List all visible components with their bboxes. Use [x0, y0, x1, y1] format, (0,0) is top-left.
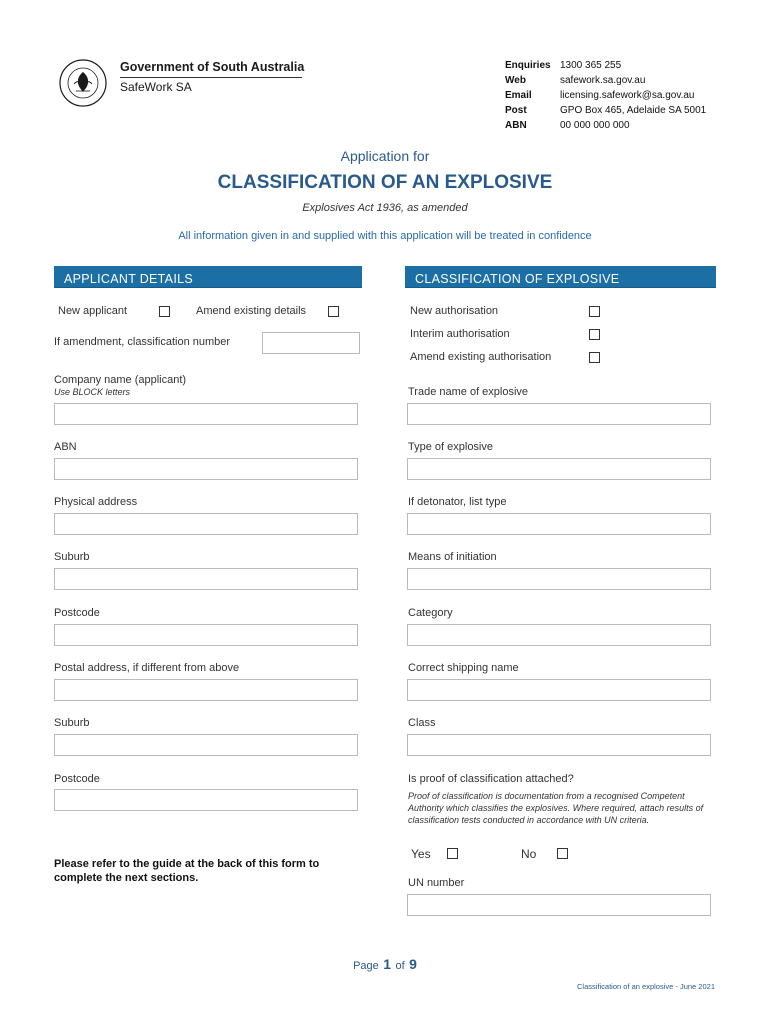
category-label: Category: [408, 607, 453, 619]
physical-address-label: Physical address: [54, 496, 138, 508]
explosive-type-input[interactable]: [407, 458, 711, 480]
explosive-type-label: Type of explosive: [408, 441, 493, 453]
contact-key: Email: [505, 90, 532, 101]
detonator-type-input[interactable]: [407, 513, 711, 535]
act-reference: Explosives Act 1936, as amended: [302, 202, 468, 214]
interim-authorisation-label: Interim authorisation: [410, 328, 510, 340]
means-of-initiation-input[interactable]: [407, 568, 711, 590]
document-reference: Classification of an explosive - June 2021: [577, 982, 715, 991]
page-number: 1: [383, 956, 392, 972]
amend-existing-label: Amend existing details: [196, 305, 307, 317]
amend-existing-checkbox[interactable]: [328, 306, 339, 317]
postcode-label: Postcode: [54, 607, 100, 619]
suburb-input[interactable]: [54, 568, 358, 590]
proof-no-checkbox[interactable]: [557, 848, 568, 859]
postal-postcode-input[interactable]: [54, 789, 358, 811]
page-total: 9: [409, 956, 417, 972]
class-label: Class: [408, 717, 436, 729]
of-word: of: [395, 960, 405, 972]
confidentiality-notice: All information given in and supplied with this application will be treated in confidence: [178, 230, 592, 242]
new-authorisation-checkbox[interactable]: [589, 306, 600, 317]
shipping-name-input[interactable]: [407, 679, 711, 701]
page-word: Page: [353, 960, 379, 972]
contact-key: ABN: [505, 120, 527, 131]
new-authorisation-label: New authorisation: [410, 305, 499, 317]
company-name-input[interactable]: [54, 403, 358, 425]
applicant-section-header: APPLICANT DETAILS: [54, 266, 362, 288]
sa-government-logo: [58, 58, 308, 108]
trade-name-input[interactable]: [407, 403, 711, 425]
postcode-input[interactable]: [54, 624, 358, 646]
un-number-label: UN number: [408, 877, 465, 889]
amend-authorisation-label: Amend existing authorisation: [410, 351, 552, 363]
contact-value: GPO Box 465, Adelaide SA 5001: [560, 105, 707, 116]
contact-value: 1300 365 255: [560, 60, 622, 71]
trade-name-label: Trade name of explosive: [408, 386, 529, 398]
contact-block: [505, 60, 725, 131]
postal-address-input[interactable]: [54, 679, 358, 701]
amendment-number-label: If amendment, classification number: [54, 336, 231, 348]
abn-input[interactable]: [54, 458, 358, 480]
guide-note: Please refer to the guide at the back of this form to complete the next sections.: [54, 858, 320, 884]
contact-value[interactable]: licensing.safework@sa.gov.au: [560, 90, 695, 101]
proof-yes-checkbox[interactable]: [447, 848, 458, 859]
new-applicant-label: New applicant: [58, 305, 128, 317]
amend-authorisation-checkbox[interactable]: [589, 352, 600, 363]
classification-section-header: CLASSIFICATION OF EXPLOSIVE: [405, 266, 716, 288]
interim-authorisation-checkbox[interactable]: [589, 329, 600, 340]
postal-suburb-input[interactable]: [54, 734, 358, 756]
postal-postcode-label: Postcode: [54, 773, 100, 785]
new-applicant-checkbox[interactable]: [159, 306, 170, 317]
postal-suburb-label: Suburb: [54, 717, 90, 729]
shipping-name-label: Correct shipping name: [408, 662, 519, 674]
contact-key: Post: [505, 105, 527, 116]
detonator-type-label: If detonator, list type: [408, 496, 507, 508]
proof-no-label: No: [521, 847, 537, 861]
means-of-initiation-label: Means of initiation: [408, 551, 497, 563]
company-name-hint: Use BLOCK letters: [54, 387, 131, 397]
company-name-label: Company name (applicant): [54, 374, 187, 386]
suburb-label: Suburb: [54, 551, 90, 563]
page-title: CLASSIFICATION OF AN EXPLOSIVE: [217, 172, 553, 193]
amendment-number-input[interactable]: [262, 332, 360, 354]
contact-value[interactable]: safework.sa.gov.au: [560, 75, 646, 86]
proof-yes-label: Yes: [411, 847, 431, 861]
abn-label: ABN: [54, 441, 77, 453]
page-indicator: [0, 956, 770, 974]
org-name: Government of South Australia: [120, 60, 305, 74]
contact-key: Web: [505, 75, 526, 86]
contact-key: Enquiries: [505, 60, 551, 71]
contact-value: 00 000 000 000: [560, 120, 630, 131]
state-seal-icon: [58, 58, 108, 108]
class-input[interactable]: [407, 734, 711, 756]
proof-question-label: Is proof of classification attached?: [408, 773, 574, 785]
title-prefix: Application for: [340, 148, 430, 164]
org-department: SafeWork SA: [120, 80, 192, 94]
postal-address-label: Postal address, if different from above: [54, 662, 240, 674]
org-divider: [120, 77, 302, 78]
physical-address-input[interactable]: [54, 513, 358, 535]
category-input[interactable]: [407, 624, 711, 646]
proof-note: Proof of classification is documentation from a recognised Competent Authority which classifies the explosives. Where required, attach results of classification tests conducted in accordance with UN criteria.: [408, 791, 704, 825]
un-number-input[interactable]: [407, 894, 711, 916]
